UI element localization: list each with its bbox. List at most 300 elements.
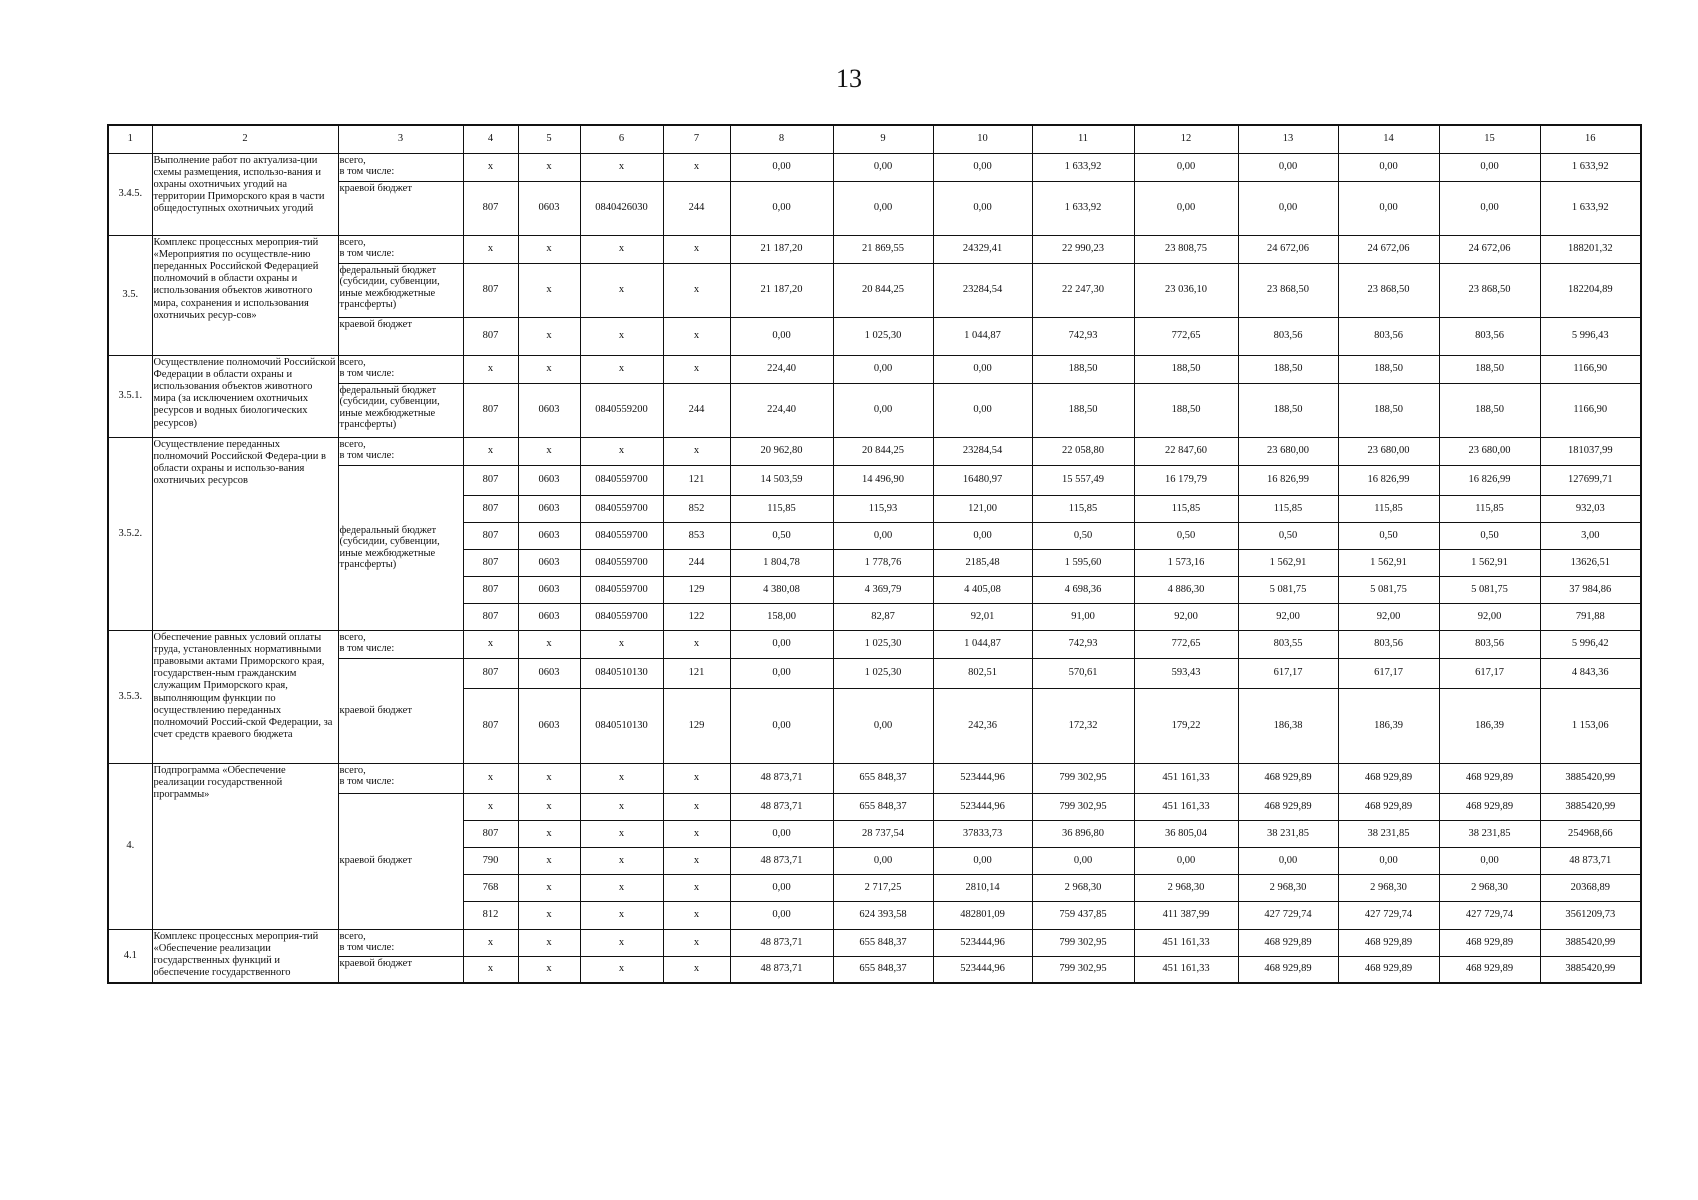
section-code: x (518, 901, 580, 929)
amount-col-15: 0,00 (1439, 153, 1540, 181)
table-row (108, 317, 1641, 355)
amount-col-14: 0,00 (1338, 153, 1439, 181)
amount-col-10: 0,00 (933, 847, 1032, 874)
funding-source: федеральный бюджет (субсидии, субвенции, иные межбюджетные трансферты) (338, 383, 463, 437)
target-article-code: x (580, 630, 663, 658)
amount-col-14: 188,50 (1338, 383, 1439, 437)
amount-col-15: 0,00 (1439, 181, 1540, 235)
section-code: 0603 (518, 495, 580, 522)
grbs-code: x (463, 763, 518, 793)
section-code: 0603 (518, 465, 580, 495)
table-row (108, 956, 1641, 983)
amount-col-12: 2 968,30 (1134, 874, 1238, 901)
target-article-code: 0840559700 (580, 603, 663, 630)
amount-col-10: 16480,97 (933, 465, 1032, 495)
amount-col-12: 23 808,75 (1134, 235, 1238, 263)
amount-col-16: 932,03 (1540, 495, 1641, 522)
amount-col-15: 115,85 (1439, 495, 1540, 522)
amount-col-16: 3561209,73 (1540, 901, 1641, 929)
section-code: x (518, 793, 580, 820)
grbs-code: x (463, 153, 518, 181)
amount-col-8: 48 873,71 (730, 929, 833, 956)
funding-source: всего, в том числе: (338, 235, 463, 263)
funding-source: всего, в том числе: (338, 630, 463, 658)
amount-col-16: 48 873,71 (1540, 847, 1641, 874)
amount-col-10: 37833,73 (933, 820, 1032, 847)
item-number: 4. (108, 763, 152, 929)
item-number: 4.1 (108, 929, 152, 983)
amount-col-9: 4 369,79 (833, 576, 933, 603)
amount-col-11: 2 968,30 (1032, 874, 1134, 901)
target-article-code: x (580, 874, 663, 901)
target-article-code: x (580, 263, 663, 317)
grbs-code: x (463, 437, 518, 465)
amount-col-8: 48 873,71 (730, 763, 833, 793)
amount-col-15: 1 562,91 (1439, 549, 1540, 576)
target-article-code: x (580, 153, 663, 181)
amount-col-12: 1 573,16 (1134, 549, 1238, 576)
amount-col-14: 24 672,06 (1338, 235, 1439, 263)
section-code: 0603 (518, 658, 580, 688)
section-code: x (518, 763, 580, 793)
amount-col-15: 23 868,50 (1439, 263, 1540, 317)
amount-col-9: 2 717,25 (833, 874, 933, 901)
amount-col-14: 468 929,89 (1338, 929, 1439, 956)
item-name: Выполнение работ по актуализа-ции схемы размещения, использо-вания и охраны охотничьих угодий на территории Приморского края в части общедоступных охотничьих угодий (152, 153, 338, 235)
column-number-14: 14 (1338, 125, 1439, 153)
amount-col-8: 48 873,71 (730, 956, 833, 983)
amount-col-12: 179,22 (1134, 688, 1238, 763)
amount-col-15: 188,50 (1439, 383, 1540, 437)
table-row (108, 929, 1641, 956)
amount-col-15: 186,39 (1439, 688, 1540, 763)
table-row (108, 355, 1641, 383)
target-article-code: x (580, 901, 663, 929)
section-code: 0603 (518, 522, 580, 549)
target-article-code: 0840559700 (580, 576, 663, 603)
amount-col-16: 1166,90 (1540, 355, 1641, 383)
section-code: x (518, 820, 580, 847)
amount-col-16: 5 996,42 (1540, 630, 1641, 658)
amount-col-13: 803,55 (1238, 630, 1338, 658)
target-article-code: 0840559200 (580, 383, 663, 437)
section-code: x (518, 630, 580, 658)
table-row (108, 630, 1641, 658)
target-article-code: x (580, 929, 663, 956)
grbs-code: 807 (463, 465, 518, 495)
funding-source: краевой бюджет (338, 956, 463, 983)
grbs-code: 807 (463, 576, 518, 603)
target-article-code: 0840559700 (580, 549, 663, 576)
expense-type-code: x (663, 630, 730, 658)
expense-type-code: x (663, 847, 730, 874)
amount-col-13: 468 929,89 (1238, 763, 1338, 793)
amount-col-15: 38 231,85 (1439, 820, 1540, 847)
amount-col-9: 624 393,58 (833, 901, 933, 929)
expense-type-code: x (663, 763, 730, 793)
grbs-code: x (463, 630, 518, 658)
amount-col-9: 0,00 (833, 522, 933, 549)
column-number-6: 6 (580, 125, 663, 153)
amount-col-16: 37 984,86 (1540, 576, 1641, 603)
amount-col-10: 482801,09 (933, 901, 1032, 929)
amount-col-13: 115,85 (1238, 495, 1338, 522)
expense-type-code: 121 (663, 658, 730, 688)
expense-type-code: 852 (663, 495, 730, 522)
amount-col-15: 16 826,99 (1439, 465, 1540, 495)
amount-col-11: 799 302,95 (1032, 929, 1134, 956)
amount-col-15: 23 680,00 (1439, 437, 1540, 465)
grbs-code: 807 (463, 383, 518, 437)
amount-col-11: 799 302,95 (1032, 793, 1134, 820)
grbs-code: x (463, 235, 518, 263)
amount-col-9: 14 496,90 (833, 465, 933, 495)
target-article-code: 0840426030 (580, 181, 663, 235)
amount-col-15: 468 929,89 (1439, 956, 1540, 983)
amount-col-12: 0,00 (1134, 153, 1238, 181)
column-number-13: 13 (1238, 125, 1338, 153)
amount-col-15: 5 081,75 (1439, 576, 1540, 603)
amount-col-10: 121,00 (933, 495, 1032, 522)
amount-col-16: 3885420,99 (1540, 929, 1641, 956)
target-article-code: x (580, 355, 663, 383)
funding-source: краевой бюджет (338, 658, 463, 763)
section-code: 0603 (518, 181, 580, 235)
table-row (108, 465, 1641, 495)
column-number-12: 12 (1134, 125, 1238, 153)
amount-col-10: 0,00 (933, 522, 1032, 549)
amount-col-11: 115,85 (1032, 495, 1134, 522)
amount-col-13: 23 868,50 (1238, 263, 1338, 317)
amount-col-11: 22 247,30 (1032, 263, 1134, 317)
amount-col-9: 0,00 (833, 688, 933, 763)
expense-type-code: 244 (663, 549, 730, 576)
amount-col-16: 20368,89 (1540, 874, 1641, 901)
amount-col-14: 617,17 (1338, 658, 1439, 688)
amount-col-14: 803,56 (1338, 630, 1439, 658)
expense-type-code: x (663, 235, 730, 263)
amount-col-10: 2185,48 (933, 549, 1032, 576)
amount-col-8: 1 804,78 (730, 549, 833, 576)
amount-col-8: 0,00 (730, 874, 833, 901)
expense-type-code: x (663, 355, 730, 383)
expense-type-code: 853 (663, 522, 730, 549)
item-name: Подпрограмма «Обеспечение реализации государственной программы» (152, 763, 338, 929)
column-number-1: 1 (108, 125, 152, 153)
amount-col-8: 0,00 (730, 901, 833, 929)
column-number-11: 11 (1032, 125, 1134, 153)
amount-col-13: 803,56 (1238, 317, 1338, 355)
amount-col-11: 759 437,85 (1032, 901, 1134, 929)
amount-col-12: 411 387,99 (1134, 901, 1238, 929)
target-article-code: x (580, 847, 663, 874)
amount-col-10: 802,51 (933, 658, 1032, 688)
amount-col-9: 655 848,37 (833, 763, 933, 793)
grbs-code: 812 (463, 901, 518, 929)
amount-col-13: 468 929,89 (1238, 956, 1338, 983)
grbs-code: x (463, 956, 518, 983)
target-article-code: 0840510130 (580, 688, 663, 763)
column-number-8: 8 (730, 125, 833, 153)
amount-col-12: 188,50 (1134, 383, 1238, 437)
expense-type-code: 244 (663, 181, 730, 235)
amount-col-13: 427 729,74 (1238, 901, 1338, 929)
table-row (108, 383, 1641, 437)
amount-col-8: 224,40 (730, 355, 833, 383)
amount-col-12: 0,50 (1134, 522, 1238, 549)
amount-col-14: 1 562,91 (1338, 549, 1439, 576)
section-code: 0603 (518, 688, 580, 763)
amount-col-8: 0,00 (730, 317, 833, 355)
item-number: 3.4.5. (108, 153, 152, 235)
amount-col-16: 1166,90 (1540, 383, 1641, 437)
column-number-4: 4 (463, 125, 518, 153)
funding-source: всего, в том числе: (338, 153, 463, 181)
amount-col-9: 0,00 (833, 847, 933, 874)
section-code: x (518, 263, 580, 317)
grbs-code: 807 (463, 820, 518, 847)
amount-col-12: 451 161,33 (1134, 929, 1238, 956)
amount-col-13: 188,50 (1238, 355, 1338, 383)
amount-col-9: 655 848,37 (833, 956, 933, 983)
amount-col-8: 0,00 (730, 181, 833, 235)
amount-col-11: 22 990,23 (1032, 235, 1134, 263)
amount-col-11: 91,00 (1032, 603, 1134, 630)
amount-col-14: 468 929,89 (1338, 956, 1439, 983)
amount-col-12: 22 847,60 (1134, 437, 1238, 465)
grbs-code: 807 (463, 263, 518, 317)
amount-col-9: 82,87 (833, 603, 933, 630)
amount-col-13: 0,50 (1238, 522, 1338, 549)
amount-col-11: 188,50 (1032, 383, 1134, 437)
funding-source: всего, в том числе: (338, 763, 463, 793)
funding-source: краевой бюджет (338, 181, 463, 235)
amount-col-11: 188,50 (1032, 355, 1134, 383)
expense-type-code: x (663, 929, 730, 956)
expense-type-code: x (663, 437, 730, 465)
amount-col-15: 427 729,74 (1439, 901, 1540, 929)
target-article-code: x (580, 956, 663, 983)
amount-col-15: 24 672,06 (1439, 235, 1540, 263)
amount-col-13: 468 929,89 (1238, 929, 1338, 956)
amount-col-12: 772,65 (1134, 317, 1238, 355)
amount-col-10: 523444,96 (933, 793, 1032, 820)
amount-col-13: 23 680,00 (1238, 437, 1338, 465)
section-code: 0603 (518, 603, 580, 630)
amount-col-13: 0,00 (1238, 153, 1338, 181)
amount-col-10: 523444,96 (933, 956, 1032, 983)
target-article-code: x (580, 235, 663, 263)
amount-col-10: 23284,54 (933, 263, 1032, 317)
grbs-code: x (463, 929, 518, 956)
amount-col-11: 172,32 (1032, 688, 1134, 763)
amount-col-13: 16 826,99 (1238, 465, 1338, 495)
amount-col-11: 0,00 (1032, 847, 1134, 874)
amount-col-11: 1 633,92 (1032, 181, 1134, 235)
table-row (108, 153, 1641, 181)
amount-col-11: 4 698,36 (1032, 576, 1134, 603)
amount-col-14: 16 826,99 (1338, 465, 1439, 495)
column-number-7: 7 (663, 125, 730, 153)
grbs-code: x (463, 355, 518, 383)
amount-col-13: 1 562,91 (1238, 549, 1338, 576)
amount-col-13: 2 968,30 (1238, 874, 1338, 901)
amount-col-16: 1 633,92 (1540, 181, 1641, 235)
target-article-code: x (580, 793, 663, 820)
grbs-code: 807 (463, 317, 518, 355)
amount-col-9: 1 025,30 (833, 630, 933, 658)
amount-col-14: 803,56 (1338, 317, 1439, 355)
item-name: Осуществление переданных полномочий Российской Федера-ции в области охраны и использо-вания охотничьих ресурсов (152, 437, 338, 630)
amount-col-16: 254968,66 (1540, 820, 1641, 847)
expense-type-code: 129 (663, 576, 730, 603)
amount-col-11: 799 302,95 (1032, 956, 1134, 983)
amount-col-13: 24 672,06 (1238, 235, 1338, 263)
amount-col-10: 0,00 (933, 181, 1032, 235)
expense-type-code: x (663, 820, 730, 847)
column-number-5: 5 (518, 125, 580, 153)
amount-col-15: 468 929,89 (1439, 929, 1540, 956)
budget-table (107, 124, 1642, 984)
item-name: Комплекс процессных мероприя-тий «Мероприятия по осуществле-нию переданных Российской Федерацией полномочий в области охраны и использования объектов животного мира, сохранения и использования охотничьих ресур-сов» (152, 235, 338, 355)
amount-col-12: 115,85 (1134, 495, 1238, 522)
amount-col-12: 0,00 (1134, 847, 1238, 874)
amount-col-10: 24329,41 (933, 235, 1032, 263)
section-code: x (518, 929, 580, 956)
item-number: 3.5. (108, 235, 152, 355)
funding-source: федеральный бюджет (субсидии, субвенции, иные межбюджетные трансферты) (338, 465, 463, 630)
amount-col-14: 2 968,30 (1338, 874, 1439, 901)
funding-source: всего, в том числе: (338, 437, 463, 465)
amount-col-8: 21 187,20 (730, 235, 833, 263)
expense-type-code: x (663, 956, 730, 983)
amount-col-12: 451 161,33 (1134, 763, 1238, 793)
amount-col-15: 617,17 (1439, 658, 1540, 688)
amount-col-9: 28 737,54 (833, 820, 933, 847)
amount-col-11: 799 302,95 (1032, 763, 1134, 793)
amount-col-14: 5 081,75 (1338, 576, 1439, 603)
amount-col-10: 0,00 (933, 355, 1032, 383)
amount-col-8: 224,40 (730, 383, 833, 437)
amount-col-14: 23 868,50 (1338, 263, 1439, 317)
amount-col-13: 188,50 (1238, 383, 1338, 437)
target-article-code: x (580, 820, 663, 847)
amount-col-16: 127699,71 (1540, 465, 1641, 495)
amount-col-16: 182204,89 (1540, 263, 1641, 317)
amount-col-15: 0,50 (1439, 522, 1540, 549)
amount-col-15: 188,50 (1439, 355, 1540, 383)
amount-col-12: 188,50 (1134, 355, 1238, 383)
amount-col-14: 468 929,89 (1338, 793, 1439, 820)
item-number: 3.5.3. (108, 630, 152, 763)
amount-col-13: 5 081,75 (1238, 576, 1338, 603)
item-number: 3.5.2. (108, 437, 152, 630)
expense-type-code: x (663, 317, 730, 355)
amount-col-11: 570,61 (1032, 658, 1134, 688)
grbs-code: 768 (463, 874, 518, 901)
amount-col-16: 3885420,99 (1540, 793, 1641, 820)
amount-col-9: 1 025,30 (833, 658, 933, 688)
section-code: x (518, 235, 580, 263)
amount-col-16: 188201,32 (1540, 235, 1641, 263)
column-number-16: 16 (1540, 125, 1641, 153)
amount-col-9: 655 848,37 (833, 929, 933, 956)
section-code: x (518, 874, 580, 901)
section-code: 0603 (518, 576, 580, 603)
amount-col-8: 0,00 (730, 630, 833, 658)
amount-col-12: 593,43 (1134, 658, 1238, 688)
page-number: 13 (836, 64, 862, 93)
amount-col-14: 38 231,85 (1338, 820, 1439, 847)
amount-col-14: 0,50 (1338, 522, 1439, 549)
grbs-code: 807 (463, 658, 518, 688)
table-row (108, 763, 1641, 793)
funding-source: краевой бюджет (338, 793, 463, 929)
grbs-code: x (463, 793, 518, 820)
item-name: Осуществление полномочий Российской Федерации в области охраны и использования объектов животного мира (за исключением охотничьих ресурсов и водных биологических ресурсов) (152, 355, 338, 437)
amount-col-10: 4 405,08 (933, 576, 1032, 603)
funding-source: всего, в том числе: (338, 929, 463, 956)
item-name: Комплекс процессных мероприя-тий «Обеспечение реализации государственных функций и обеспечение государственного (152, 929, 338, 983)
amount-col-10: 1 044,87 (933, 317, 1032, 355)
expense-type-code: x (663, 874, 730, 901)
amount-col-9: 20 844,25 (833, 263, 933, 317)
target-article-code: 0840559700 (580, 465, 663, 495)
amount-col-8: 0,50 (730, 522, 833, 549)
amount-col-15: 468 929,89 (1439, 793, 1540, 820)
table-row (108, 437, 1641, 465)
amount-col-8: 0,00 (730, 658, 833, 688)
amount-col-8: 14 503,59 (730, 465, 833, 495)
expense-type-code: 244 (663, 383, 730, 437)
amount-col-13: 38 231,85 (1238, 820, 1338, 847)
column-number-9: 9 (833, 125, 933, 153)
amount-col-10: 0,00 (933, 383, 1032, 437)
amount-col-10: 0,00 (933, 153, 1032, 181)
amount-col-16: 5 996,43 (1540, 317, 1641, 355)
amount-col-12: 451 161,33 (1134, 793, 1238, 820)
column-number-10: 10 (933, 125, 1032, 153)
amount-col-14: 427 729,74 (1338, 901, 1439, 929)
section-code: 0603 (518, 549, 580, 576)
amount-col-10: 92,01 (933, 603, 1032, 630)
amount-col-11: 22 058,80 (1032, 437, 1134, 465)
expense-type-code: 121 (663, 465, 730, 495)
amount-col-12: 772,65 (1134, 630, 1238, 658)
section-code: x (518, 956, 580, 983)
amount-col-13: 468 929,89 (1238, 793, 1338, 820)
target-article-code: x (580, 763, 663, 793)
amount-col-16: 4 843,36 (1540, 658, 1641, 688)
amount-col-11: 742,93 (1032, 630, 1134, 658)
amount-col-12: 451 161,33 (1134, 956, 1238, 983)
amount-col-9: 20 844,25 (833, 437, 933, 465)
target-article-code: 0840559700 (580, 522, 663, 549)
amount-col-10: 242,36 (933, 688, 1032, 763)
amount-col-14: 186,39 (1338, 688, 1439, 763)
target-article-code: x (580, 317, 663, 355)
amount-col-9: 1 778,76 (833, 549, 933, 576)
amount-col-11: 1 633,92 (1032, 153, 1134, 181)
grbs-code: 807 (463, 688, 518, 763)
amount-col-13: 0,00 (1238, 847, 1338, 874)
expense-type-code: x (663, 793, 730, 820)
amount-col-12: 36 805,04 (1134, 820, 1238, 847)
amount-col-16: 181037,99 (1540, 437, 1641, 465)
grbs-code: 807 (463, 603, 518, 630)
amount-col-11: 15 557,49 (1032, 465, 1134, 495)
amount-col-9: 115,93 (833, 495, 933, 522)
